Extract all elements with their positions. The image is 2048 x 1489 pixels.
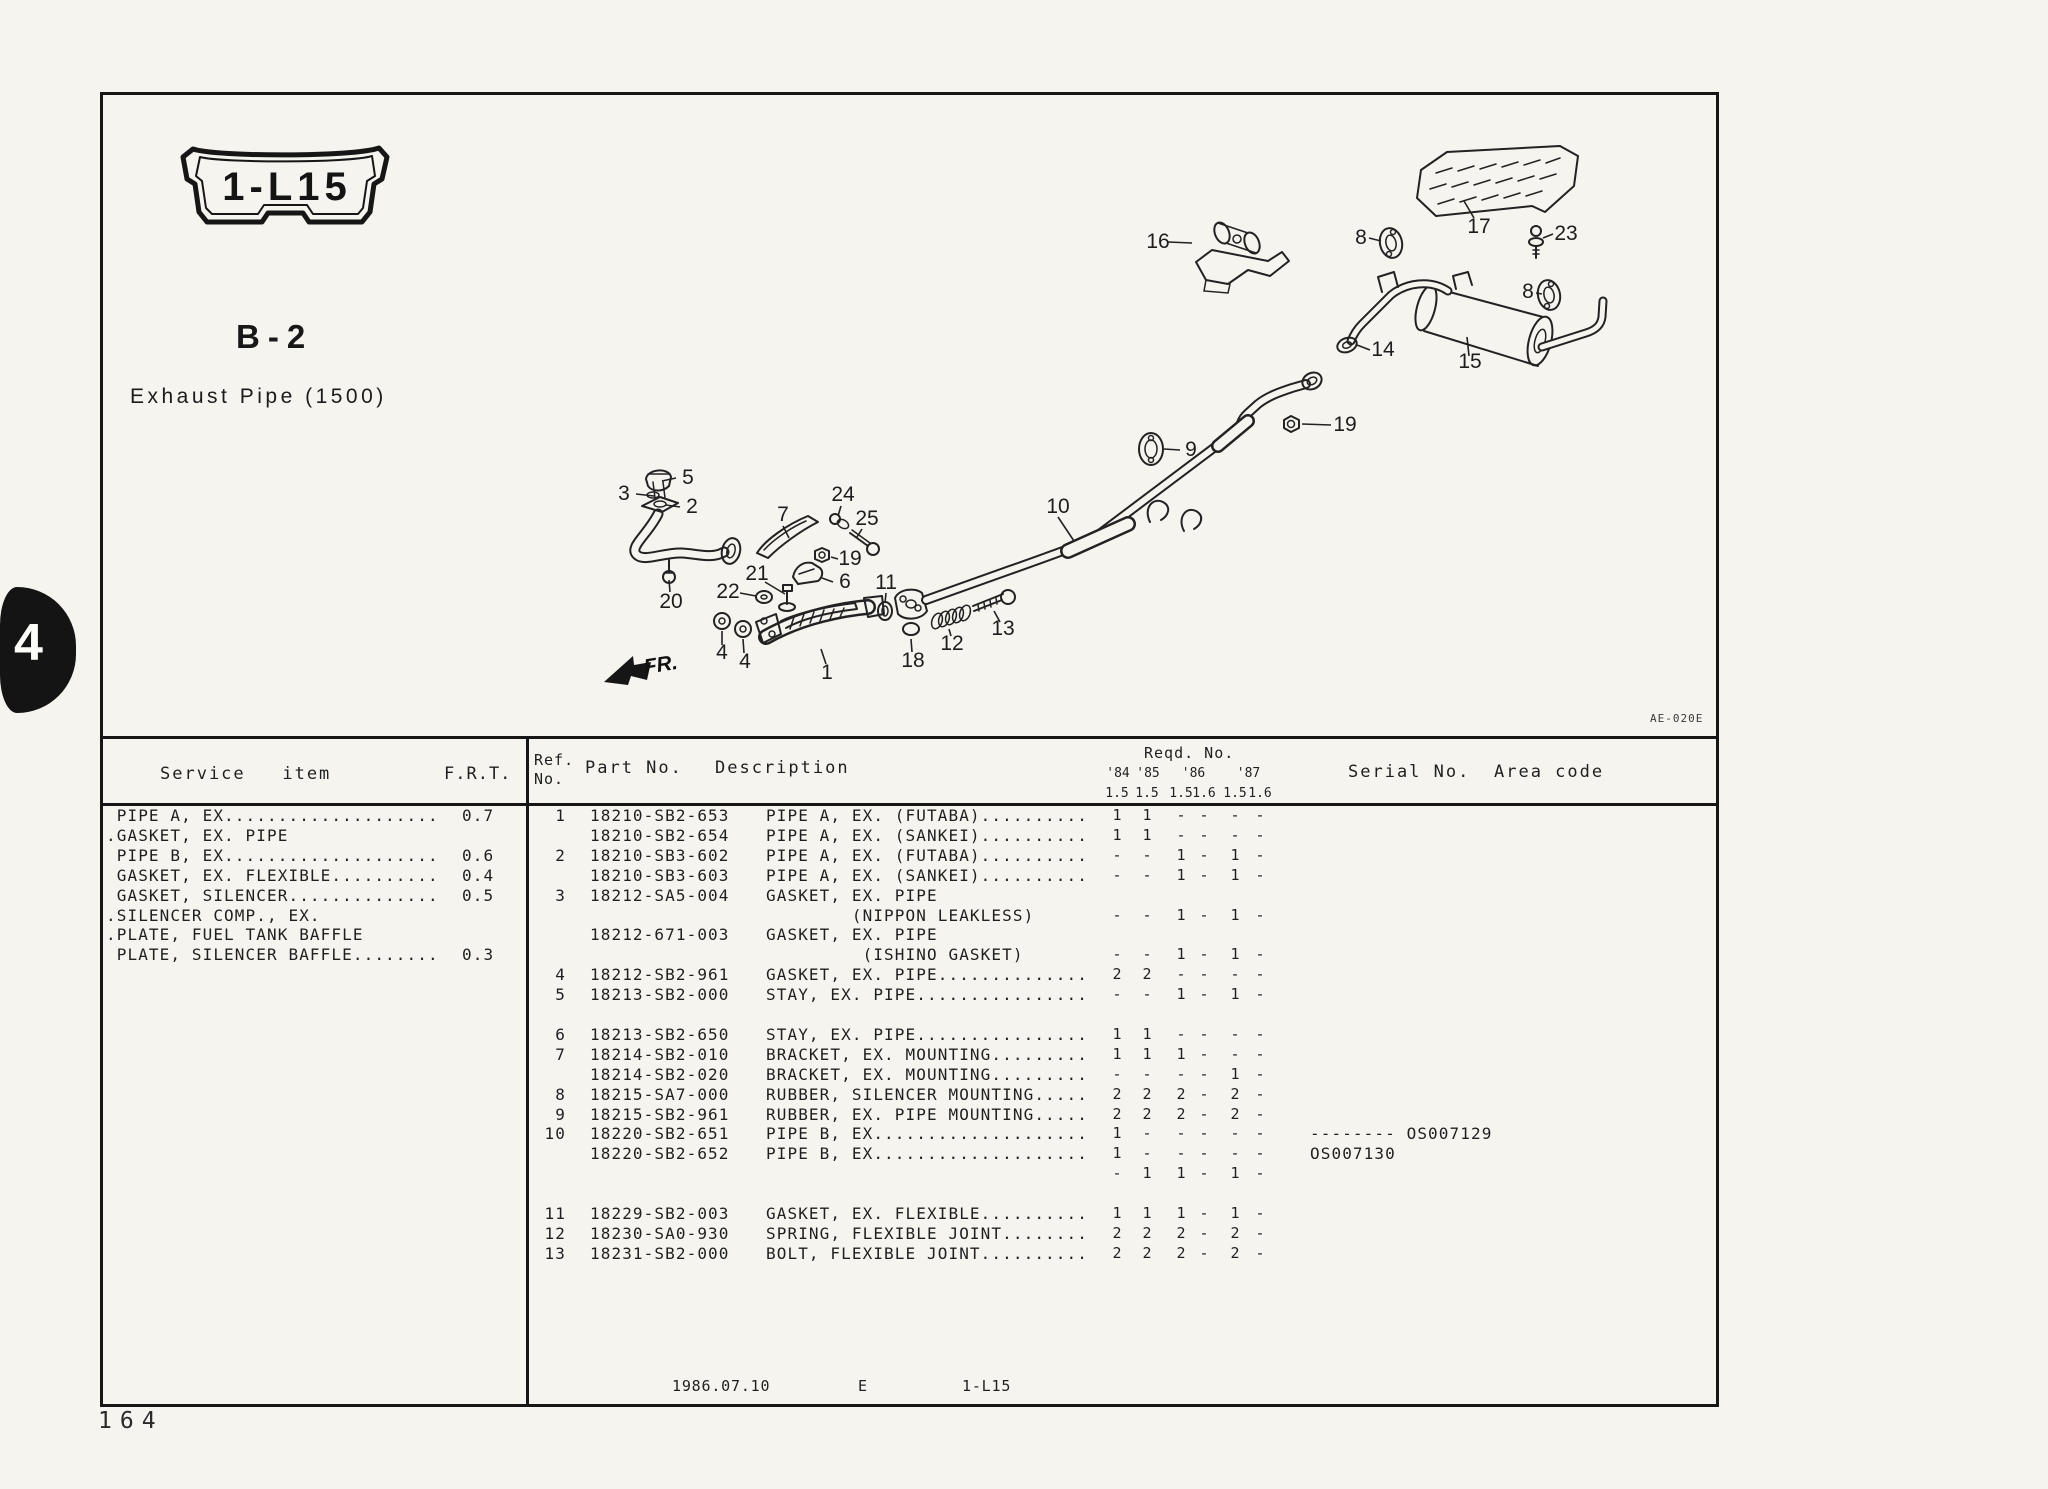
part-qty: 2 [1142, 1084, 1152, 1103]
part-serial-no: OS007130 [1310, 1144, 1396, 1164]
part-qty: - [1255, 1044, 1265, 1063]
part-description: (ISHINO GASKET) [766, 945, 1024, 965]
callout-number-6: 6 [839, 570, 851, 593]
callout-number-8: 8 [1522, 280, 1534, 303]
part-qty: - [1176, 1064, 1186, 1083]
grommet-8-right-drawing [1535, 278, 1563, 312]
part-description: GASKET, EX. PIPE.............. [766, 965, 1088, 985]
engine-label: 1.5 [1135, 786, 1159, 801]
part-qty: - [1142, 1124, 1152, 1143]
part-qty: - [1176, 1144, 1186, 1163]
part-qty: - [1199, 1223, 1209, 1242]
part-qty: 2 [1176, 1084, 1186, 1103]
clamp-6-drawing [793, 563, 822, 584]
engine-label: 1.6 [1248, 786, 1272, 801]
part-number: 18212-SA5-004 [590, 885, 730, 905]
callout-leader-6 [822, 578, 833, 582]
part-qty: - [1199, 1204, 1209, 1222]
footer-catalog-code: 1-L15 [962, 1377, 1012, 1395]
part-ref-no: 4 [555, 965, 566, 985]
part-qty: - [1230, 1024, 1240, 1043]
grommet-8-left-drawing [1377, 226, 1405, 260]
cap-18-drawing [903, 623, 919, 635]
part-number: 18215-SA7-000 [590, 1084, 730, 1104]
callout-number-16: 16 [1146, 230, 1170, 253]
service-item-frt: 0.7 [462, 806, 495, 825]
part-qty: - [1176, 806, 1186, 824]
part-description: GASKET, EX. PIPE [766, 925, 938, 945]
part-qty: - [1199, 1044, 1209, 1063]
section-code: B-2 [236, 318, 314, 355]
grommet-9-drawing [1139, 433, 1163, 465]
part-description: PIPE B, EX.................... [766, 1144, 1088, 1164]
part-qty: - [1199, 905, 1209, 924]
part-qty: 1 [1142, 1024, 1152, 1043]
footer-date: 1986.07.10 [672, 1377, 771, 1395]
part-qty: - [1176, 1024, 1186, 1043]
bolt-20-drawing [663, 560, 675, 583]
part-qty: - [1142, 905, 1152, 924]
callout-number-11: 11 [875, 571, 897, 594]
part-qty: - [1255, 1064, 1265, 1083]
part-qty: - [1199, 825, 1209, 844]
heat-shield-17-drawing [1417, 146, 1578, 216]
part-qty: - [1199, 1144, 1209, 1163]
part-qty: - [1142, 1064, 1152, 1083]
part-qty: - [1255, 1104, 1265, 1123]
part-qty: - [1230, 1044, 1240, 1063]
part-qty: - [1142, 865, 1152, 884]
part-number: 18229-SB2-003 [590, 1204, 730, 1223]
bolt-23-drawing [1529, 226, 1543, 258]
part-qty: 2 [1142, 1104, 1152, 1123]
service-item-frt: 0.3 [462, 945, 495, 965]
part-qty: 2 [1112, 1223, 1122, 1242]
service-item-text: PLATE, SILENCER BAFFLE........ [106, 945, 439, 965]
part-qty: - [1199, 1243, 1209, 1262]
serial-no-header: Serial No. [1348, 762, 1471, 782]
fr-arrow [604, 651, 679, 685]
callout-number-4: 4 [739, 650, 751, 673]
part-qty: 2 [1230, 1104, 1240, 1123]
callout-leader-16 [1168, 242, 1192, 243]
callout-number-12: 12 [940, 632, 964, 655]
service-item-frt: 0.4 [462, 865, 495, 885]
part-description: BRACKET, EX. MOUNTING......... [766, 1064, 1088, 1084]
nut-19-right-drawing [1284, 416, 1299, 432]
year-label: '86 [1181, 766, 1206, 781]
callout-leader-24 [838, 506, 841, 516]
part-qty: - [1255, 965, 1265, 984]
flex-pipe-1-drawing [756, 596, 884, 643]
callout-number-17: 17 [1467, 215, 1491, 238]
callout-leader-3 [636, 494, 654, 496]
service-item-frt: 0.6 [462, 845, 495, 865]
part-qty: - [1255, 865, 1265, 884]
part-qty: - [1255, 1204, 1265, 1222]
part-number: 18220-SB2-651 [590, 1124, 730, 1144]
service-item-text: GASKET, EX. FLEXIBLE.......... [106, 865, 439, 885]
service-item-header: Service item [160, 764, 332, 784]
part-description: STAY, EX. PIPE................ [766, 1024, 1088, 1044]
part-ref-no: 9 [555, 1104, 566, 1124]
part-qty: - [1112, 1164, 1122, 1183]
part-qty: 2 [1176, 1104, 1186, 1123]
part-qty: - [1112, 905, 1122, 924]
part-qty: - [1230, 1124, 1240, 1143]
callout-number-20: 20 [659, 590, 683, 613]
part-ref-no: 10 [544, 1124, 566, 1144]
callout-number-5: 5 [682, 466, 694, 489]
part-qty: - [1112, 865, 1122, 884]
part-qty: 1 [1176, 1044, 1186, 1063]
part-qty: 1 [1142, 825, 1152, 844]
engine-label: 1.5 [1105, 786, 1129, 801]
part-qty: - [1255, 945, 1265, 964]
part-qty: - [1142, 845, 1152, 864]
part-qty: - [1230, 1144, 1240, 1163]
service-item-text: GASKET, SILENCER.............. [106, 885, 439, 905]
bolt-21-drawing [779, 585, 795, 611]
part-number: 18230-SA0-930 [590, 1223, 730, 1243]
service-item-text: .PLATE, FUEL TANK BAFFLE [106, 925, 364, 945]
bolt-13-drawing [973, 590, 1015, 611]
part-qty: - [1199, 965, 1209, 984]
part-qty: 1 [1112, 1204, 1122, 1222]
part-qty: - [1199, 945, 1209, 964]
part-qty: - [1255, 1144, 1265, 1163]
part-qty: 2 [1230, 1223, 1240, 1242]
callout-number-15: 15 [1458, 350, 1482, 373]
callout-number-21: 21 [745, 562, 769, 585]
callout-leader-22 [740, 593, 756, 596]
callout-number-18: 18 [901, 649, 925, 672]
part-qty: 1 [1230, 1164, 1240, 1183]
part-qty: - [1142, 985, 1152, 1004]
callout-number-13: 13 [991, 617, 1015, 640]
part-qty: - [1112, 1064, 1122, 1083]
part-ref-no: 13 [544, 1243, 566, 1263]
drawing-code: AE-020E [1650, 712, 1704, 725]
engine-label: 1.5 [1223, 786, 1247, 801]
callout-leader-2 [666, 505, 680, 507]
part-qty: 1 [1176, 1164, 1186, 1183]
part-qty: 1 [1230, 905, 1240, 924]
callout-number-8: 8 [1355, 226, 1367, 249]
part-qty: - [1199, 985, 1209, 1004]
part-qty: 1 [1112, 1024, 1122, 1043]
part-qty: 1 [1176, 845, 1186, 864]
spring-12-drawing [930, 604, 973, 630]
part-qty: 1 [1230, 945, 1240, 964]
part-qty: 2 [1112, 1084, 1122, 1103]
callout-number-19: 19 [838, 547, 862, 570]
part-qty: - [1142, 945, 1152, 964]
ring-11-drawing [878, 602, 892, 620]
part-number: 18213-SB2-650 [590, 1024, 730, 1044]
part-qty: - [1199, 1064, 1209, 1083]
part-qty: - [1112, 845, 1122, 864]
part-number: 18214-SB2-010 [590, 1044, 730, 1064]
page-title: Exhaust Pipe (1500) [130, 385, 387, 408]
part-ref-no: 12 [544, 1223, 566, 1243]
service-item-frt: 0.5 [462, 885, 495, 905]
part-qty: 1 [1230, 985, 1240, 1004]
part-description: PIPE B, EX.................... [766, 1124, 1088, 1144]
callout-leader-23 [1543, 234, 1553, 238]
part-qty: - [1112, 985, 1122, 1004]
part-description: RUBBER, EX. PIPE MOUNTING..... [766, 1104, 1088, 1124]
callout-number-2: 2 [686, 495, 698, 518]
part-qty: - [1255, 1243, 1265, 1262]
part-qty: 1 [1142, 1164, 1152, 1183]
footer-edition: E [858, 1377, 868, 1395]
badge-label: 1-L15 [222, 165, 352, 209]
reqd-no-header: Reqd. No. [1144, 744, 1235, 762]
part-qty: 1 [1112, 1144, 1122, 1163]
callout-leader-11 [885, 593, 886, 603]
part-number: 18212-SB2-961 [590, 965, 730, 985]
page-number: 164 [98, 1408, 164, 1434]
part-qty: - [1199, 1084, 1209, 1103]
callout-leader-10 [1058, 517, 1074, 541]
part-qty: - [1230, 806, 1240, 824]
part-qty: - [1199, 1164, 1209, 1183]
part-qty: 1 [1230, 1204, 1240, 1222]
part-qty: 2 [1176, 1223, 1186, 1242]
year-label: '85 [1136, 766, 1160, 781]
part-number: 18212-671-003 [590, 925, 730, 945]
callout-number-23: 23 [1554, 222, 1578, 245]
part-number: 18210-SB2-653 [590, 806, 730, 825]
year-label: '84 [1106, 766, 1130, 781]
part-description: PIPE A, EX. (SANKEI).......... [766, 865, 1088, 885]
callout-leader-19 [1302, 424, 1331, 425]
part-qty: 1 [1176, 865, 1186, 884]
part-description: RUBBER, SILENCER MOUNTING..... [766, 1084, 1088, 1104]
part-qty: 1 [1176, 945, 1186, 964]
part-qty: 1 [1176, 905, 1186, 924]
part-qty: 1 [1112, 1044, 1122, 1063]
callout-number-1: 1 [821, 661, 833, 684]
callout-labels [618, 201, 1578, 684]
part-qty: 1 [1112, 806, 1122, 824]
part-qty: 2 [1230, 1084, 1240, 1103]
area-code-header: Area code [1494, 762, 1605, 782]
service-item-text: PIPE A, EX.................... [106, 806, 439, 825]
part-qty: 2 [1112, 1243, 1122, 1262]
engine-label: 1.6 [1192, 786, 1216, 801]
service-item-text: .GASKET, EX. PIPE [106, 825, 289, 845]
part-qty: 1 [1142, 806, 1152, 824]
part-qty: 1 [1230, 1064, 1240, 1083]
chapter-tab-number: 4 [14, 614, 43, 672]
part-number: 18213-SB2-000 [590, 985, 730, 1005]
part-number: 18231-SB2-000 [590, 1243, 730, 1263]
part-qty: 2 [1176, 1243, 1186, 1262]
callout-number-14: 14 [1371, 338, 1395, 361]
part-qty: - [1199, 865, 1209, 884]
callout-number-24: 24 [831, 483, 855, 506]
part-number: 18215-SB2-961 [590, 1104, 730, 1124]
part-ref-no: 7 [555, 1044, 566, 1064]
pipe-b-drawing [895, 369, 1325, 618]
callout-number-7: 7 [777, 503, 789, 526]
part-description: GASKET, EX. PIPE [766, 885, 938, 905]
part-qty: 1 [1142, 1204, 1152, 1222]
ref-no-header-line1: Ref. [534, 751, 575, 769]
bracket-16-drawing [1196, 220, 1289, 293]
part-qty: - [1176, 825, 1186, 844]
part-qty: 2 [1142, 1223, 1152, 1242]
part-qty: - [1142, 1144, 1152, 1163]
part-qty: 2 [1142, 1243, 1152, 1262]
part-ref-no: 5 [555, 985, 566, 1005]
washer-4b-drawing [735, 621, 751, 637]
callout-leader-14 [1357, 345, 1370, 350]
part-qty: 1 [1176, 985, 1186, 1004]
callout-number-22: 22 [716, 580, 740, 603]
part-qty: 2 [1112, 1104, 1122, 1123]
part-number: 18210-SB3-602 [590, 845, 730, 865]
part-description: PIPE A, EX. (SANKEI).......... [766, 825, 1088, 845]
washer-22-drawing [756, 591, 772, 603]
part-qty: - [1255, 905, 1265, 924]
callout-number-10: 10 [1046, 495, 1070, 518]
part-qty: - [1112, 945, 1122, 964]
part-qty: 1 [1176, 1204, 1186, 1222]
part-ref-no: 3 [555, 885, 566, 905]
part-qty: - [1255, 1124, 1265, 1143]
callout-leader-9 [1164, 449, 1180, 450]
callout-number-3: 3 [618, 482, 630, 505]
description-header: Description [715, 758, 850, 778]
part-qty: - [1176, 965, 1186, 984]
bolt-24-drawing [830, 514, 850, 530]
callout-number-25: 25 [855, 507, 879, 530]
part-number: 18214-SB2-020 [590, 1064, 730, 1084]
part-qty: 1 [1112, 1124, 1122, 1143]
part-description: PIPE A, EX. (FUTABA).......... [766, 806, 1088, 825]
part-description: SPRING, FLEXIBLE JOINT........ [766, 1223, 1088, 1243]
callout-number-4: 4 [716, 641, 728, 664]
part-ref-no: 1 [555, 806, 566, 825]
part-qty: - [1176, 1124, 1186, 1143]
callout-leader-19 [831, 557, 838, 559]
part-qty: - [1255, 1084, 1265, 1103]
part-qty: - [1199, 806, 1209, 824]
fr-arrow-label: FR. [642, 650, 680, 679]
part-qty: 2 [1230, 1243, 1240, 1262]
service-item-text: PIPE B, EX.................... [106, 845, 439, 865]
nut-19-left-drawing [815, 548, 829, 562]
service-item-text: .SILENCER COMP., EX. [106, 905, 321, 925]
part-qty: - [1255, 825, 1265, 844]
part-description: BRACKET, EX. MOUNTING......... [766, 1044, 1088, 1064]
part-qty: - [1230, 965, 1240, 984]
part-qty: - [1199, 1104, 1209, 1123]
year-label: '87 [1236, 766, 1261, 781]
hanger-hook-drawing [1148, 501, 1169, 522]
part-number: 18210-SB3-603 [590, 865, 730, 885]
part-qty: - [1255, 1223, 1265, 1242]
part-qty: - [1255, 985, 1265, 1004]
frt-header: F.R.T. [444, 764, 512, 784]
callout-number-19: 19 [1333, 413, 1357, 436]
part-qty: - [1199, 1124, 1209, 1143]
part-qty: 2 [1112, 965, 1122, 984]
part-description: GASKET, EX. FLEXIBLE.......... [766, 1204, 1088, 1223]
part-serial-no: -------- OS007129 [1310, 1124, 1493, 1144]
part-no-header: Part No. [585, 758, 683, 778]
part-description: BOLT, FLEXIBLE JOINT.......... [766, 1243, 1088, 1263]
part-qty: 1 [1112, 825, 1122, 844]
ref-no-header-line2: No. [534, 770, 565, 788]
part-qty: - [1255, 806, 1265, 824]
part-ref-no: 2 [555, 845, 566, 865]
part-number: 18220-SB2-652 [590, 1144, 730, 1164]
part-number: 18210-SB2-654 [590, 825, 730, 845]
part-qty: 1 [1230, 865, 1240, 884]
part-qty: 1 [1230, 845, 1240, 864]
part-qty: - [1255, 845, 1265, 864]
part-qty: 1 [1142, 1044, 1152, 1063]
part-description: (NIPPON LEAKLESS) [766, 905, 1035, 925]
part-ref-no: 8 [555, 1084, 566, 1104]
callout-leader-8 [1536, 293, 1542, 294]
part-description: PIPE A, EX. (FUTABA).......... [766, 845, 1088, 865]
callout-leader-5 [662, 478, 676, 481]
part-qty: 2 [1142, 965, 1152, 984]
part-qty: - [1255, 1024, 1265, 1043]
part-ref-no: 11 [544, 1204, 566, 1223]
part-qty: - [1230, 825, 1240, 844]
engine-label: 1.5 [1169, 786, 1193, 801]
part-qty: - [1199, 845, 1209, 864]
part-qty: - [1255, 1164, 1265, 1183]
part-description: STAY, EX. PIPE................ [766, 985, 1088, 1005]
part-qty: - [1199, 1024, 1209, 1043]
part-ref-no: 6 [555, 1024, 566, 1044]
washer-4a-drawing [714, 613, 730, 629]
callout-number-9: 9 [1185, 438, 1197, 461]
hanger-hook-2-drawing [1182, 510, 1202, 531]
